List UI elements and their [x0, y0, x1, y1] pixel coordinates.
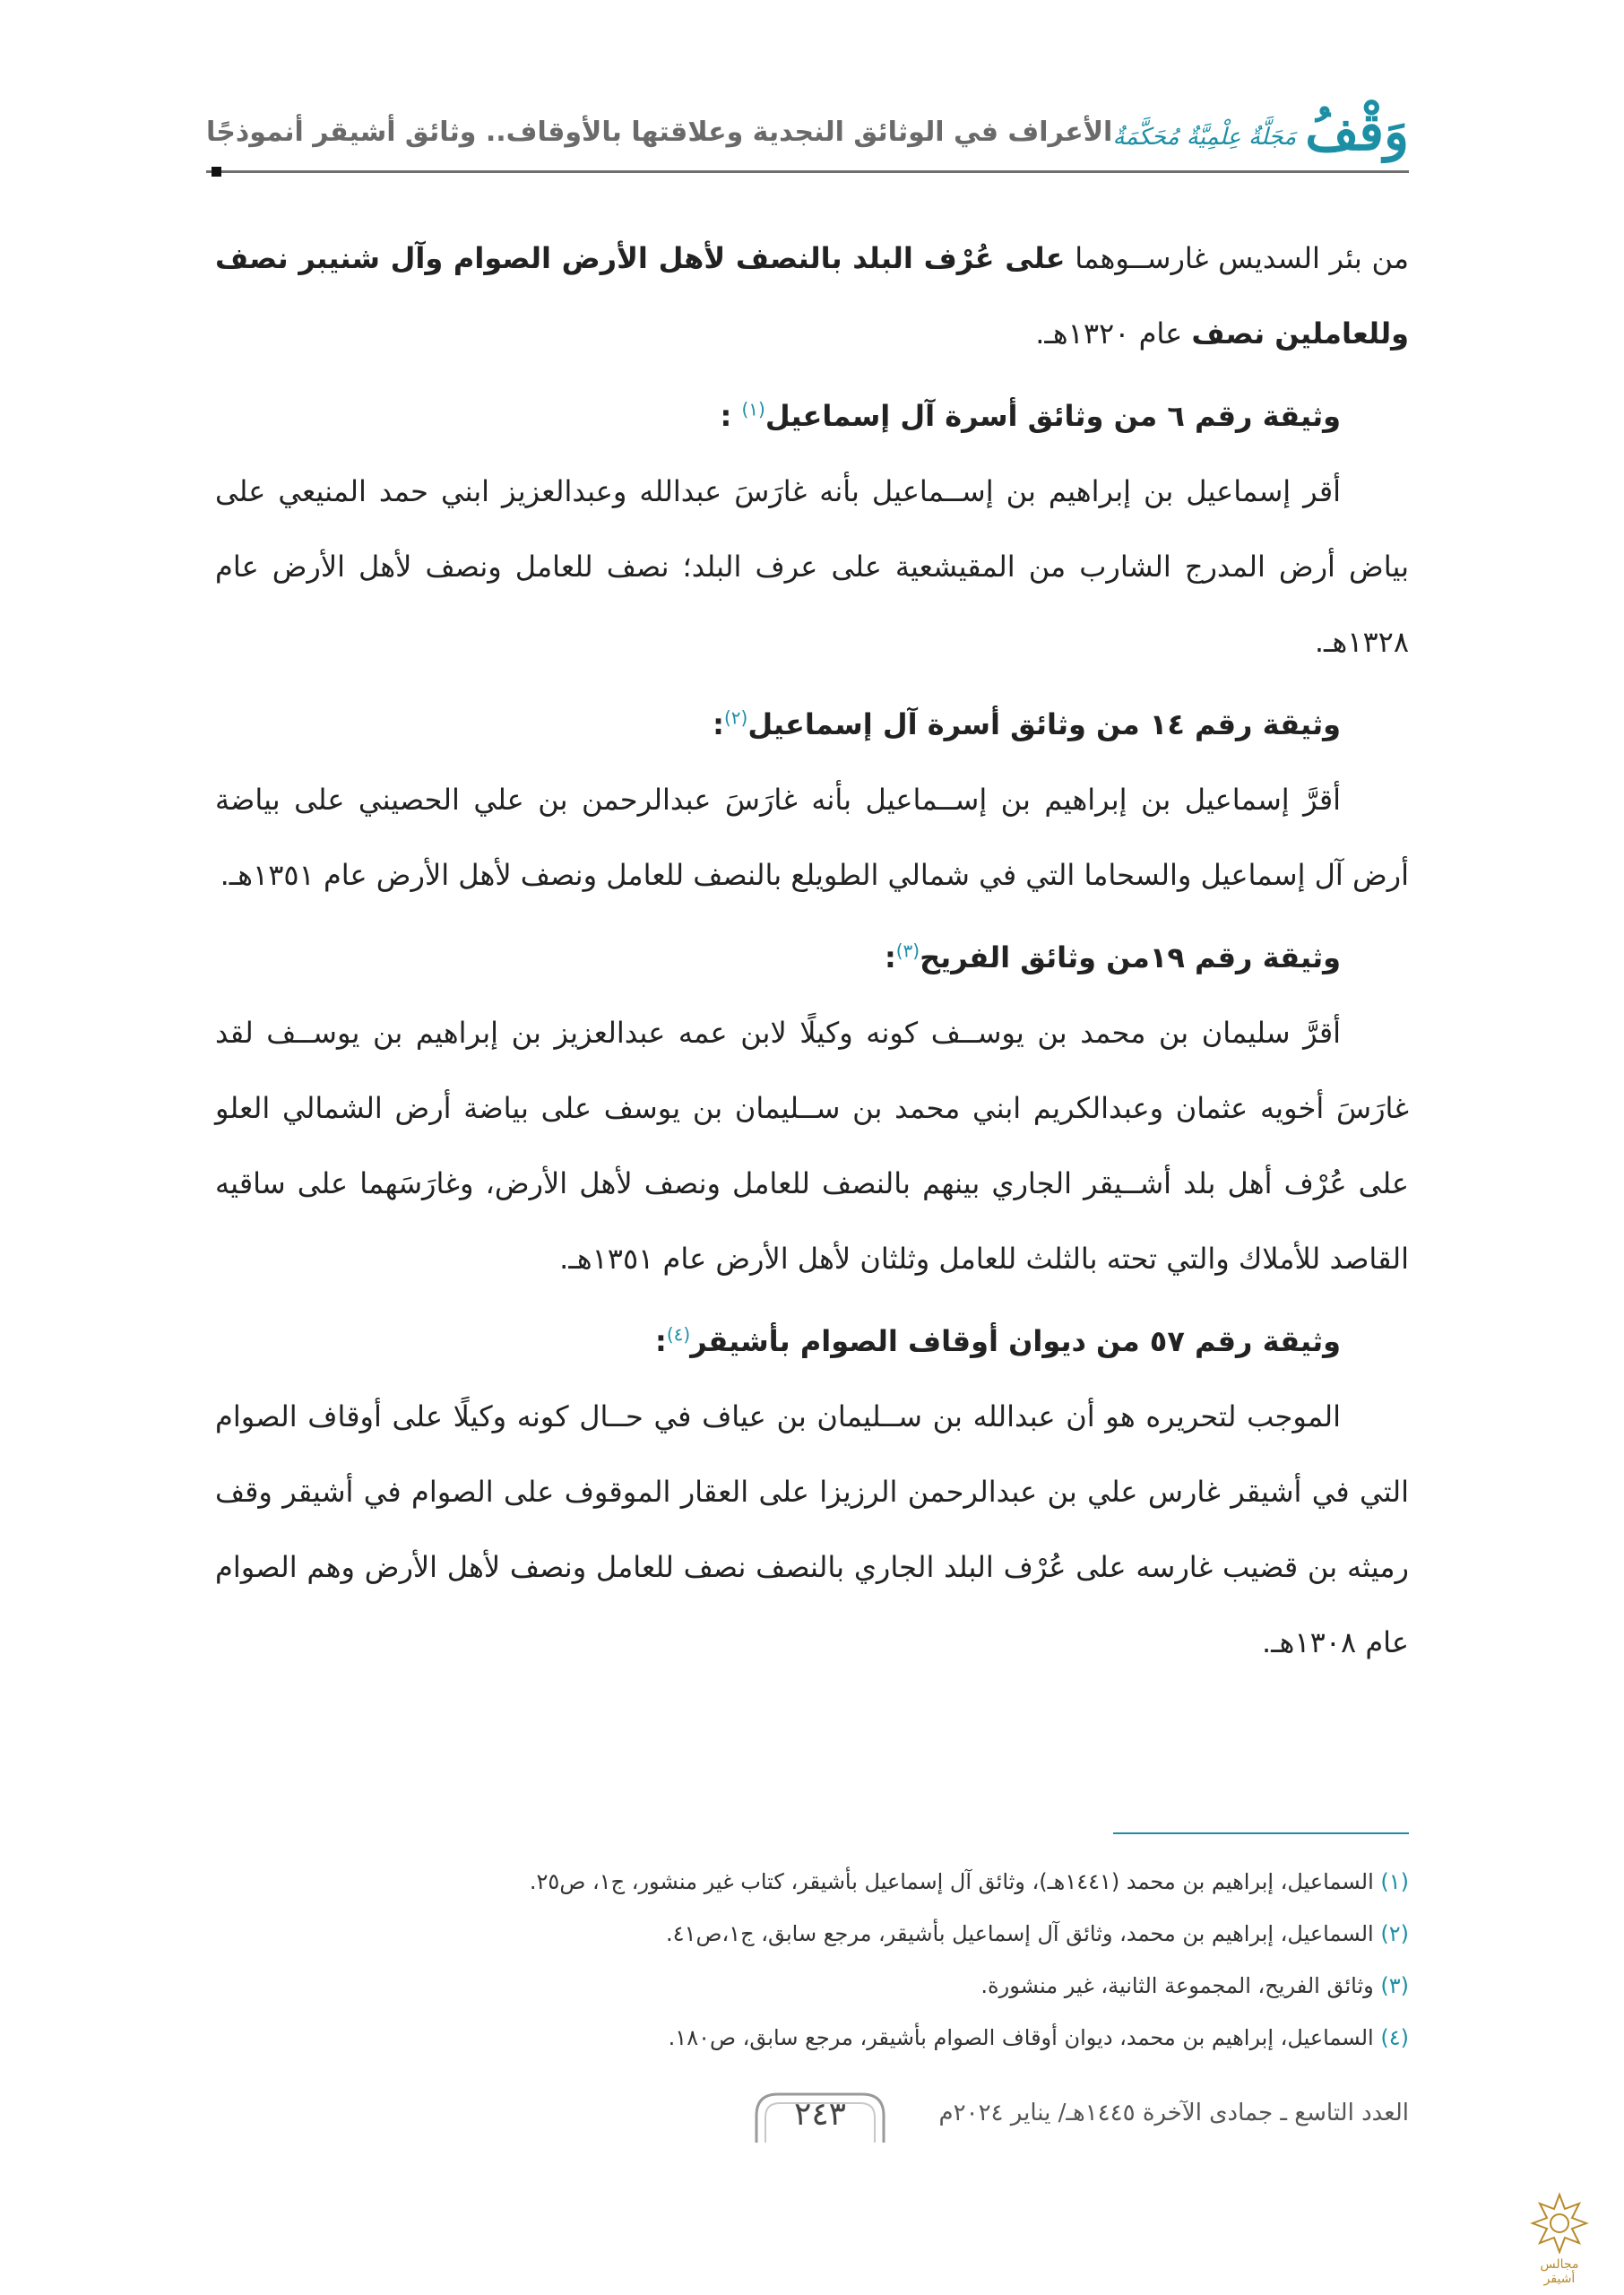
footnotes	[215, 1856, 1409, 2064]
intro-paragraph	[215, 221, 1409, 371]
footnote-number: (٢)	[1380, 1921, 1409, 1946]
footnote-text: السماعيل، إبراهيم بن محمد (١٤٤١هـ)، وثائق آل إسماعيل بأشيقر، كتاب غير منشور، ج١، ص٢٥.	[529, 1869, 1381, 1894]
running-title: الأعراف في الوثائق النجدية وعلاقتها بالأوقاف.. وثائق أشيقر أنموذجًا	[206, 117, 1113, 148]
footnote-ref[interactable]: (٣)	[895, 940, 920, 962]
document-heading	[215, 1303, 1409, 1379]
document-body: الموجب لتحريره هو أن عبدالله بن ســليمان بن عياف في حــال كونه وكيلًا على أوقاف الصوام التي في أشيقر غارس علي بن عبدالرحمن الرزيزا على العقار الموقوف على الصوام في أشيقر وقف رميثه بن قضيب غارسه على عُرْف البلد الجاري بالنصف نصف للعامل ونصف لأهل الأرض وهم الصوام عام ١٣٠٨هـ.	[215, 1399, 1409, 1659]
logo-subtitle: مَجَلَّةٌ عِلْمِيَّةٌ مُحَكَّمَةٌ	[1112, 124, 1297, 152]
page-number: ٢٤٣	[793, 2096, 846, 2133]
document-heading	[215, 687, 1409, 762]
page-number-tab	[753, 2089, 887, 2144]
footnote	[215, 1960, 1409, 2012]
page-footer	[215, 2089, 1409, 2152]
document-heading-text: وثيقة رقم ٥٧ من ديوان أوقاف الصوام بأشيقر	[690, 1324, 1341, 1358]
footnote-separator	[1113, 1832, 1409, 1834]
heading-colon: :	[655, 1324, 667, 1358]
footnote-number: (٣)	[1380, 1973, 1409, 1998]
footnote	[215, 1908, 1409, 1960]
heading-colon: :	[720, 399, 742, 433]
footnote	[215, 1856, 1409, 1908]
footnote-ref[interactable]: (١)	[741, 398, 765, 420]
footnote-text: السماعيل، إبراهيم بن محمد، وثائق آل إسماعيل بأشيقر، مرجع سابق، ج١،ص٤١.	[666, 1921, 1381, 1946]
document-body: أقرَّ إسماعيل بن إبراهيم بن إســماعيل بأنه غارَسَ عبدالرحمن بن علي الحصيني على بياضة أرض آل إسماعيل والسحاما التي في شمالي الطويلع بالنصف للعامل ونصف لأهل الأرض عام ١٣٥١هـ.	[215, 783, 1409, 892]
heading-colon: :	[884, 940, 896, 974]
document-body: أقر إسماعيل بن إبراهيم بن إســماعيل بأنه غارَسَ عبدالله وعبدالعزيز ابني حمد المنيعي على بياض أرض المدرج الشارب من المقيشعية على عرف البلد؛ نصف للعامل ونصف لأهل الأرض عام ١٣٢٨هـ.	[215, 474, 1409, 659]
footnote-number: (٤)	[1380, 2025, 1409, 2050]
document-body: أقرَّ سليمان بن محمد بن يوســف كونه وكيلًا لابن عمه عبدالعزيز بن إبراهيم بن يوســف لقد غارَسَ أخويه عثمان وعبدالكريم ابني محمد بن ســليمان بن يوسف على بياضة أرض الشمالي العلو على عُرْف أهل بلد أشــيقر الجاري بينهم بالنصف للعامل ونصف لأهل الأرض، وغارَسَهما على ساقيه القاصد للأملاك والتي تحته بالثلث للعامل وثلثان لأهل الأرض عام ١٣٥١هـ.	[215, 1016, 1409, 1276]
heading-colon: :	[713, 707, 724, 741]
footnote-text: السماعيل، إبراهيم بن محمد، ديوان أوقاف الصوام بأشيقر، مرجع سابق، ص١٨٠.	[668, 2025, 1381, 2050]
document-heading	[215, 378, 1409, 454]
watermark-emblem-icon	[1524, 2187, 1595, 2259]
page-header	[206, 101, 1409, 186]
footnote-number: (١)	[1380, 1869, 1409, 1894]
header-rule-marker	[212, 167, 221, 177]
document-heading-text: وثيقة رقم ١٩من وثائق الفريح	[920, 940, 1341, 974]
footnote-text: وثائق الفريح، المجموعة الثانية، غير منشورة.	[980, 1973, 1381, 1998]
footnote-ref[interactable]: (٢)	[723, 706, 748, 729]
watermark-text: مجالس أشيقر	[1540, 2257, 1579, 2286]
document-heading-text: وثيقة رقم ١٤ من وثائق أسرة آل إسماعيل	[747, 707, 1341, 741]
journal-logo	[1112, 101, 1409, 162]
document-heading-text: وثيقة رقم ٦ من وثائق أسرة آل إسماعيل	[764, 399, 1341, 433]
watermark	[1524, 2187, 1595, 2286]
document-heading	[215, 920, 1409, 995]
header-rule	[206, 170, 1409, 173]
intro-tail: عام ١٣٢٠هـ.	[1035, 316, 1192, 351]
logo-word: وَقْفُ	[1305, 101, 1409, 162]
intro-bold: على عُرْف البلد بالنصف لأهل الأرض الصوام وآل شنيبر نصف وللعاملين نصف	[215, 241, 1409, 351]
article-body	[215, 221, 1409, 1680]
footnote-ref[interactable]: (٤)	[666, 1323, 691, 1346]
issue-info: العدد التاسع ـ جمادى الآخرة ١٤٤٥هـ/ يناير ٢٠٢٤م	[938, 2100, 1409, 2126]
footnote	[215, 2012, 1409, 2064]
intro-plain: من بئر السديس غارســوهما	[1065, 241, 1410, 275]
